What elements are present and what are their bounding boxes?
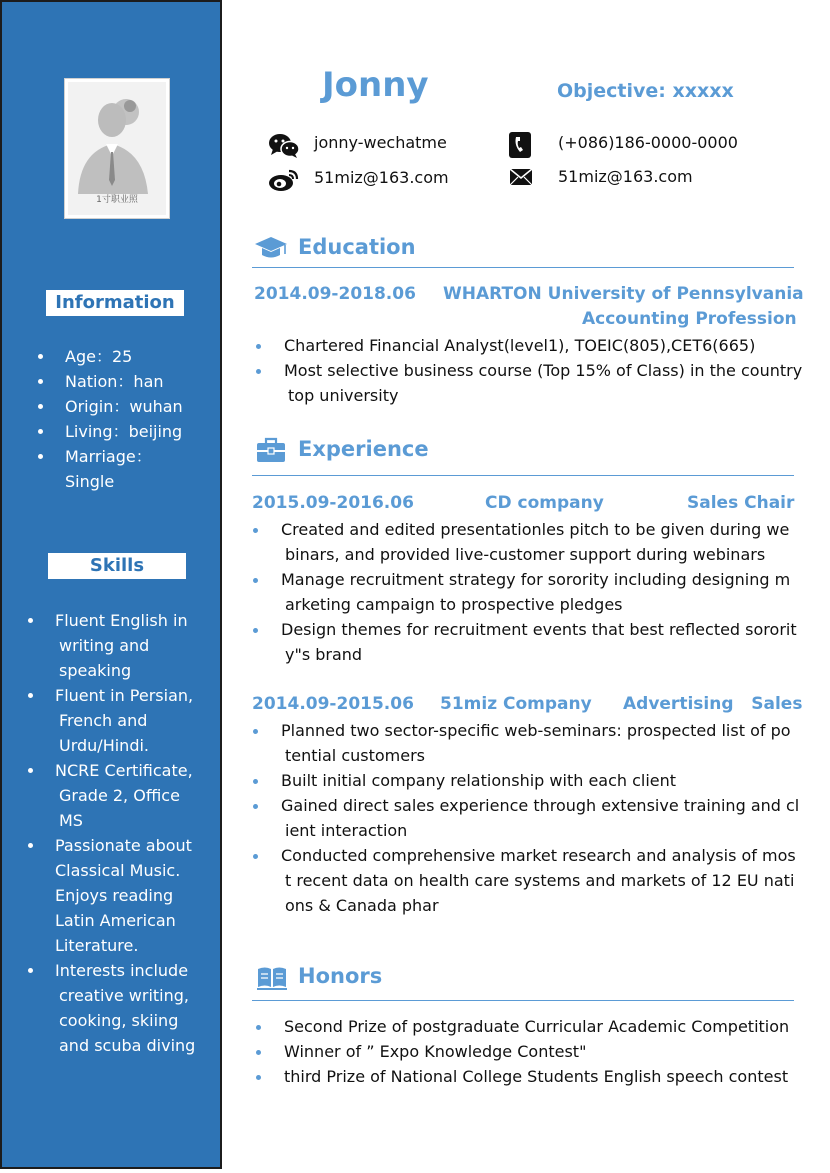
skill-item: Interests include creative writing, cooking, skiing and scuba diving <box>24 958 214 1058</box>
weibo-icon <box>268 168 300 192</box>
skill-item: Fluent English in writing and speaking <box>24 608 214 683</box>
wechat-icon <box>268 133 300 159</box>
list-item: Design themes for recruitment events that best reflected sororit y"s brand <box>251 617 811 667</box>
education-heading: Education <box>298 235 416 259</box>
information-list <box>36 344 183 494</box>
job2-list <box>251 718 811 918</box>
honors-divider <box>252 1000 794 1001</box>
job1-list <box>251 517 811 667</box>
weibo-account: 51miz@163.com <box>314 168 449 187</box>
information-heading: Information <box>46 290 184 316</box>
list-item: Chartered Financial Analyst(level1), TOEIC(805),CET6(665) <box>254 333 804 358</box>
email-address: 51miz@163.com <box>558 167 693 186</box>
list-item: Second Prize of postgraduate Curricular Academic Competition <box>254 1014 804 1039</box>
experience-heading: Experience <box>298 437 429 461</box>
objective: Objective: xxxxx <box>557 80 734 102</box>
photo-caption: 1寸职业照 <box>96 195 138 205</box>
list-item: Manage recruitment strategy for sorority including designing m arketing campaign to prospective pledges <box>251 567 811 617</box>
honors-heading: Honors <box>298 964 383 988</box>
education-date: 2014.09-2018.06 <box>254 284 416 304</box>
job1-date: 2015.09-2016.06 <box>252 493 414 513</box>
education-divider <box>252 267 794 268</box>
experience-divider <box>252 475 794 476</box>
graduation-cap-icon <box>254 236 288 260</box>
job2-company: 51miz Company <box>440 694 592 714</box>
info-marriage: Marriage： Single <box>36 444 183 494</box>
wechat-id: jonny-wechatme <box>314 133 447 152</box>
list-item: Winner of ” Expo Knowledge Contest" <box>254 1039 804 1064</box>
skills-list <box>24 608 214 1058</box>
job1-company: CD company <box>485 493 604 513</box>
list-item: Conducted comprehensive market research and analysis of mos t recent data on health care systems and markets of 12 EU nati ons & Canada phar <box>251 843 811 918</box>
education-major: Accounting Profession <box>582 309 797 329</box>
phone-number: (+086)186-0000-0000 <box>558 133 738 152</box>
person-name: Jonny <box>322 65 429 105</box>
list-item: Planned two sector-specific web-seminars: prospected list of po tential customers <box>251 718 811 768</box>
sidebar <box>0 0 222 1169</box>
list-item: Built initial company relationship with each client <box>251 768 811 793</box>
skills-heading: Skills <box>48 553 186 579</box>
job1-role: Sales Chair <box>687 493 795 513</box>
info-nation: Nation：han <box>36 369 183 394</box>
honors-list <box>254 1014 804 1089</box>
list-item: Most selective business course (Top 15% of Class) in the country top university <box>254 358 804 408</box>
education-list <box>254 333 804 408</box>
education-school: WHARTON University of Pennsylvania <box>443 284 804 304</box>
skill-item: NCRE Certificate, Grade 2, Office MS <box>24 758 214 833</box>
profile-photo <box>65 79 169 218</box>
list-item: Gained direct sales experience through extensive training and cl ient interaction <box>251 793 811 843</box>
job2-date: 2014.09-2015.06 <box>252 694 414 714</box>
list-item: third Prize of National College Students English speech contest <box>254 1064 804 1089</box>
list-item: Created and edited presentationles pitch to be given during we binars, and provided live-customer support during webinars <box>251 517 811 567</box>
email-icon <box>509 168 533 186</box>
info-age: Age：25 <box>36 344 183 369</box>
job2-role: Advertising Sales <box>623 694 803 714</box>
info-origin: Origin：wuhan <box>36 394 183 419</box>
phone-icon <box>508 131 532 159</box>
skill-item: Fluent in Persian, French and Urdu/Hindi. <box>24 683 214 758</box>
open-book-icon <box>256 965 288 991</box>
briefcase-icon <box>256 437 286 463</box>
info-living: Living：beijing <box>36 419 183 444</box>
skill-item: Passionate about Classical Music. Enjoys reading Latin American Literature. <box>24 833 214 958</box>
